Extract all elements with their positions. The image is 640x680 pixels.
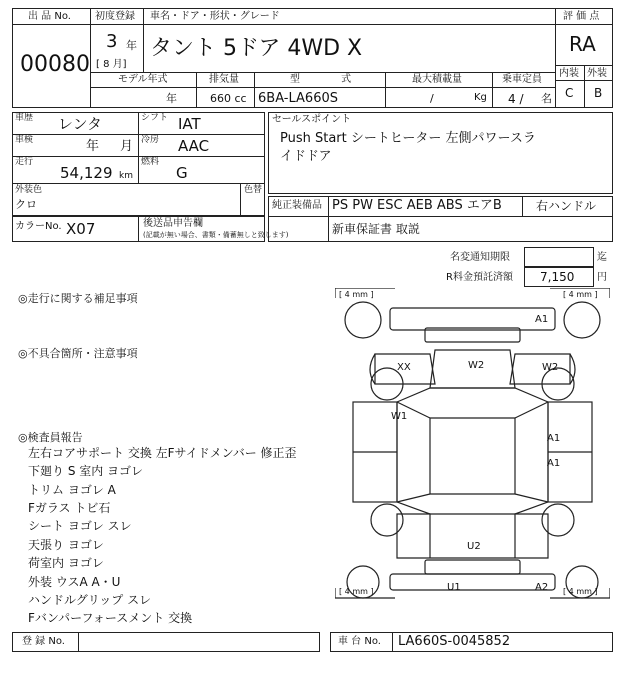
capacity-unit: 名 xyxy=(541,92,552,105)
car-condition-diagram xyxy=(335,288,610,600)
max-load-unit: Kg xyxy=(474,92,487,103)
recycle-amount: 7,150 xyxy=(540,270,575,284)
color-label: 外装色 xyxy=(15,185,43,195)
report-line: シート ヨゴレ スレ xyxy=(28,519,132,533)
fuel-label: 燃料 xyxy=(141,157,160,167)
displacement-label: 排気量 xyxy=(209,74,239,85)
report-line: ハンドルグリップ スレ xyxy=(28,593,152,607)
report-line: 下廻り S 室内 ヨゴレ xyxy=(28,464,144,478)
report-line: 荷室内 ヨゴレ xyxy=(28,556,104,570)
shift-value: IAT xyxy=(178,115,201,133)
exterior-label: 外装 xyxy=(587,68,607,79)
shift-label: シフト xyxy=(141,113,169,123)
sales-point-line2: イドドア xyxy=(280,149,332,164)
history-value: レンタ xyxy=(58,115,103,133)
damage-mark: A1 xyxy=(547,458,561,469)
interior-label: 内装 xyxy=(559,68,579,79)
tire-fr-depth: [ 4 mm ] xyxy=(563,290,598,299)
damage-mark: W2 xyxy=(542,362,559,373)
driving-remarks-label: ◎走行に関する補足事項 xyxy=(18,292,138,305)
report-line: Fバンパーフォースメント 交換 xyxy=(28,611,193,625)
report-line: 左右コアサポート 交換 左Fサイドメンバー 修正歪 xyxy=(28,446,297,460)
fuel-value: G xyxy=(176,164,188,182)
lot-no: 00080 xyxy=(20,52,90,77)
defects-label: ◎不具合箇所・注意事項 xyxy=(18,347,138,360)
tire-fl-depth: [ 4 mm ] xyxy=(339,290,374,299)
recycle-label: R料金預託済額 xyxy=(446,272,513,283)
model-year-label: モデル年式 xyxy=(118,74,168,85)
type-value: 6BA-LA660S xyxy=(258,91,338,106)
first-reg-label: 初度登録 xyxy=(95,11,135,22)
first-reg-month: [ 8 月] xyxy=(96,59,127,70)
tire-rl-depth: [ 4 mm ] xyxy=(339,587,374,596)
report-line: Fガラス トビ石 xyxy=(28,501,111,515)
inspection-label: 車検 xyxy=(15,135,34,145)
mileage-unit: km xyxy=(119,171,133,181)
exterior-grade: B xyxy=(594,86,603,100)
capacity-value: 4 / xyxy=(508,92,524,106)
equipment-items: PS PW ESC AEB ABS エアB xyxy=(332,198,502,213)
tire-rr-depth: [ 4 mm ] xyxy=(563,587,598,596)
color-no-label: カラーNo. xyxy=(15,221,62,232)
damage-mark: W1 xyxy=(391,411,408,422)
name-label: 車名・ドア・形状・グレード xyxy=(150,11,280,22)
damage-mark: A1 xyxy=(535,314,549,325)
year-unit: 年 xyxy=(126,39,137,52)
vehicle-name: タント 5ドア 4WD X xyxy=(150,36,363,61)
postsend-note: (記載が無い場合、書類・備蓄無しと致します) xyxy=(143,231,289,239)
chassis-no: LA660S-0045852 xyxy=(398,634,511,649)
history-label: 車歴 xyxy=(15,113,34,123)
color-value: クロ xyxy=(15,198,37,211)
color-no-value: X07 xyxy=(66,220,96,238)
chassis-label: 車 台 No. xyxy=(338,636,381,647)
damage-mark: XX xyxy=(397,362,411,373)
lot-no-label: 出 品 No. xyxy=(28,11,71,22)
name-change-value-box xyxy=(524,247,594,267)
grade-value: RA xyxy=(569,32,596,56)
postsend-label: 後送品申告欄 xyxy=(143,218,203,229)
equipment-label: 純正装備品 xyxy=(272,200,322,211)
report-line: 外装 ウスA A・U xyxy=(28,575,121,589)
ac-value: AAC xyxy=(178,137,210,155)
sales-point-line1: Push Start シートヒーター 左側パワースラ xyxy=(280,131,536,146)
max-load-label: 最大積載量 xyxy=(412,74,462,85)
damage-mark: U2 xyxy=(467,541,481,552)
inspector-report-label: ◎検査員報告 xyxy=(18,431,83,444)
grade-label: 評 価 点 xyxy=(563,11,600,22)
model-year-unit: 年 xyxy=(166,92,177,105)
sales-point-label: セールスポイント xyxy=(272,114,352,125)
report-line: トリム ヨゴレ A xyxy=(28,483,116,497)
color-change-label: 色替 xyxy=(244,185,263,195)
warranty: 新車保証書 取説 xyxy=(332,222,420,236)
handle-side: 右ハンドル xyxy=(536,199,597,213)
damage-mark: W2 xyxy=(468,360,485,371)
reg-no-label: 登 録 No. xyxy=(22,636,65,647)
report-line: 天張り ヨゴレ xyxy=(28,538,104,552)
mileage-value: 54,129 xyxy=(60,164,113,182)
inspection-month: 月 xyxy=(120,139,134,154)
type-label: 型 式 xyxy=(290,74,352,85)
ac-label: 冷房 xyxy=(141,135,160,145)
damage-mark: U1 xyxy=(447,582,461,593)
displacement-value: 660 cc xyxy=(210,92,247,105)
max-load-value: / xyxy=(430,92,434,105)
capacity-label: 乗車定員 xyxy=(502,74,542,85)
recycle-unit: 円 xyxy=(597,272,607,283)
name-change-unit: 迄 xyxy=(597,252,607,263)
damage-mark: A2 xyxy=(535,582,549,593)
damage-mark: A1 xyxy=(547,433,561,444)
inspection-year: 年 xyxy=(86,139,100,154)
first-reg-year: 3 xyxy=(106,31,118,52)
name-change-label: 名変通知期限 xyxy=(450,252,510,263)
mileage-label: 走行 xyxy=(15,157,34,167)
interior-grade: C xyxy=(565,86,574,100)
